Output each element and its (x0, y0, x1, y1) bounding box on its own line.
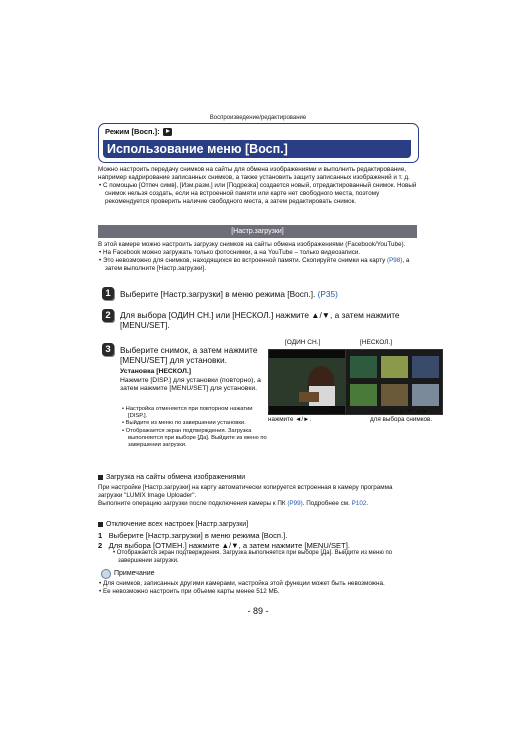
note-icon (101, 569, 111, 579)
step-3-number: 3 (102, 343, 114, 356)
note-bullet-1: • Для снимков, записанных другими камерами, настройка этой функции может быть невозможна. (99, 580, 385, 587)
upload-intro (98, 241, 418, 273)
upload-sites (98, 474, 418, 508)
note-bullet-2: • Ее невозможно настроить при объеме карты менее 512 МБ. (99, 588, 280, 595)
step-1-text: Выберите [Настр.загрузки] в меню режима [Восп.]. (P35) (120, 289, 338, 299)
cancel-section (98, 521, 418, 565)
multi-screen (345, 349, 443, 415)
note-1: • Настройка отменяется при повторном нажатии [DISP.]. (122, 406, 253, 420)
step-3-sub (120, 368, 266, 394)
step-3-notes (121, 406, 267, 449)
sub-head: Установка [НЕСКОЛ.] (120, 368, 191, 375)
cancel-step-2: 2 Для выбора [ОТМЕН.] нажмите ▲/▼, а затем нажмите [MENU/SET]. (98, 540, 350, 550)
page-title: Использование меню [Восп.] (103, 140, 411, 158)
playback-icon (163, 128, 172, 136)
upload-sites-text-1: При настройке [Настр.загрузки] на карту автоматически копируется встроенная в камеру программа загрузки "LUMIX Image Uploader". (98, 484, 393, 499)
mode-label (105, 127, 172, 136)
intro (98, 166, 418, 206)
link-p99[interactable]: (P99) (287, 500, 303, 507)
link-p98[interactable]: (P98) (387, 257, 403, 264)
step-2-number: 2 (102, 309, 114, 322)
section-header: Воспроизведение/редактирование (209, 115, 307, 121)
link-p102[interactable]: P102 (351, 500, 367, 507)
step-1-number: 1 (102, 287, 114, 300)
upload-text: В этой камере можно настроить загрузку снимков на сайты обмена изображениями (Facebook/YouTube). (98, 241, 406, 248)
note-head: Примечание (114, 570, 155, 577)
upload-sites-text-2: Выполните операцию загрузки после подключения камеры к ПК (P99). Подробнее см. P102. (98, 500, 369, 507)
multi-caption: Нажмите ▲/▼/◄/► для выбора снимков. (370, 408, 433, 423)
upload-sites-head: Загрузка на сайты обмена изображениями (98, 474, 418, 482)
multi-label: [НЕСКОЛ.] (360, 339, 393, 346)
section-bar: [Настр.загрузки] (98, 225, 417, 238)
intro-text: Можно настроить передачу снимков на сайты для обмена изображениями и выполнить редактирование, например кадрирование записанных снимков, а также установить защиту записанных изображений и т. д. (98, 166, 410, 181)
title-frame (98, 123, 419, 163)
single-caption: Для выбора снимка нажмите ◄/►. (268, 408, 326, 423)
mode-text: Режим [Восп.]: (105, 127, 160, 136)
note-body (98, 580, 418, 596)
upload-bullet-2: • Это невозможно для снимков, находящихся во встроенной памяти. Скопируйте снимки на карту (P98), а затем выполните [Настр.загрузки]. (99, 257, 410, 272)
sub-text: Нажмите [DISP.] для установки (повторно), а затем нажмите [MENU/SET] для установки. (120, 376, 261, 392)
note-2: • Выйдите из меню по завершении установки. (122, 420, 246, 427)
cancel-note: • Отображается экран подтверждения. Загрузка выполняется при выборе [Да]. Выйдите из меню по завершении загрузки. (113, 550, 393, 564)
single-label: [ОДИН СН.] (285, 339, 321, 346)
link-p35[interactable]: (P35) (317, 289, 338, 299)
intro-bullet: • С помощью [Отпеч симв], [Изм.разм.] или [Подрезка] создается новый, отредактированный снимок. Новый снимок нельзя создать, если на встроенной памяти или карте нет свободного места, поэтому рекомендуется проверить наличие свободного места, а затем редактировать снимок. (99, 182, 417, 205)
page-number: - 89 - (247, 606, 269, 616)
cancel-head: Отключение всех настроек [Настр.загрузки] (98, 521, 418, 528)
upload-bullet-1: • На Facebook можно загружать только фотоснимки, а на YouTube – только видеозаписи. (99, 249, 361, 256)
step-2-text: Для выбора [ОДИН СН.] или [НЕСКОЛ.] нажмите ▲/▼, а затем нажмите [MENU/SET]. (120, 310, 400, 330)
note-3: • Отображается экран подтверждения. Загрузка выполняется при выборе [Да]. Выйдите из меню по завершении загрузки. (122, 427, 267, 449)
step-3-text: Выберите снимок, а затем нажмите [MENU/SET] для установки. (120, 345, 258, 365)
cancel-step-1: 1 Выберите [Настр.загрузки] в меню режима [Восп.]. (98, 531, 288, 540)
